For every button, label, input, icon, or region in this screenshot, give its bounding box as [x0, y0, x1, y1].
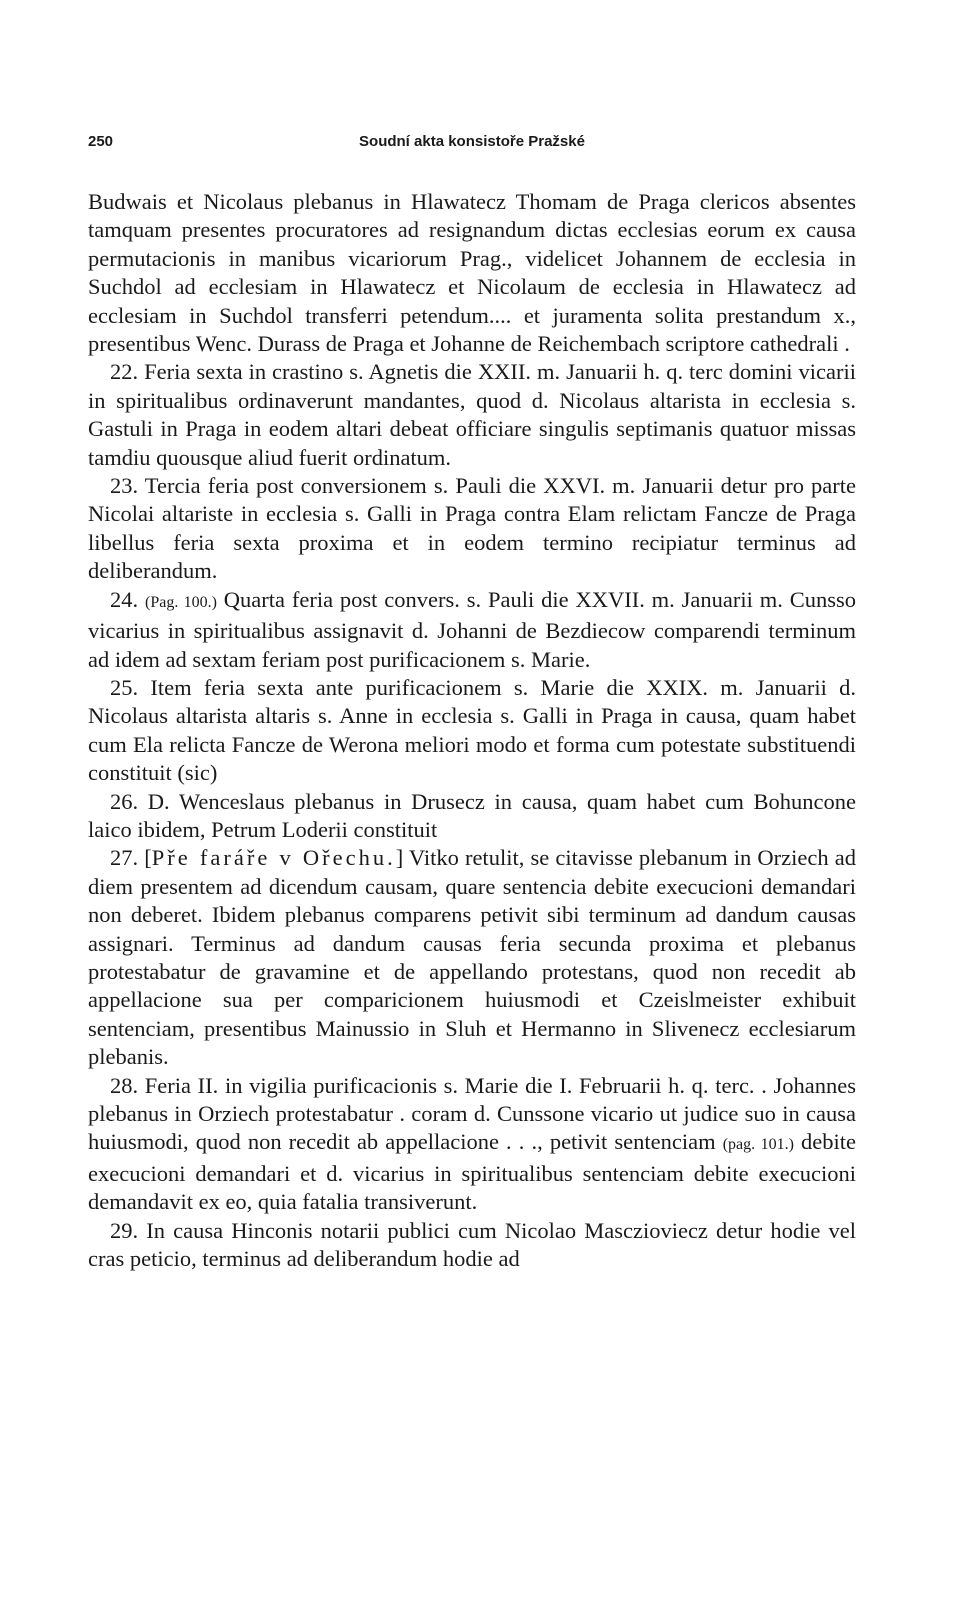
entry-29: 29. In causa Hinconis notarii publici cum Nicolao Masczioviecz detur hodie vel cras peticio, terminus ad deliberandum hodie ad	[88, 1217, 856, 1272]
page-reference: (pag. 101.)	[722, 1136, 794, 1154]
section-heading-spaced: Pře faráře v Ořechu.	[151, 845, 396, 871]
entry-27: 27. [Pře faráře v Ořechu.] Vitko retulit, se citavisse plebanum in Orziech ad diem presentem ad dicendum causam, quare sentencia debite execucioni demandari non deberet. Ibidem plebanus comparens petivit sibi terminum ad dandum causas assignari. Terminus ad dandum causas feria secunda proxima et plebanus protestabatur de gravamine et de appellando protestans, quod non recedit ab appellacione sua per comparicionem huiusmodi et Czeislmeister exhibuit sentenciam, presentibus Mainussio in Sluh et Hermanno in Slivenecz ecclesiarum plebanis.	[88, 845, 857, 1070]
entry-22: 22. Feria sexta in crastino s. Agnetis die XXII. m. Januarii h. q. terc domini vicarii in spiritualibus ordinaverunt mandantes, quod d. Nicolaus altarista in ecclesia s. Gastuli in Praga in eodem altari debeat officiare singulis septimanis quatuor missas tamdiu quousque aliud fuerit ordinatum.	[88, 359, 856, 470]
entry-23: 23. Tercia feria post conversionem s. Pauli die XXVI. m. Januarii detur pro parte Nicolai altariste in ecclesia s. Galli in Praga contra Elam relictam Fancze de Praga libellus feria sexta proxima et in eodem termino recipiatur terminus ad deliberandum.	[88, 473, 856, 584]
entry-25: 25. Item feria sexta ante purificacionem s. Marie die XXIX. m. Januarii d. Nicolaus altarista altaris s. Anne in ecclesia s. Galli in Praga in causa, quam habet cum Ela relicta Fancze de Werona meliori modo et forma cum potestate substituendi constituit (sic)	[88, 674, 856, 786]
entry-28: 28. Feria II. in vigilia purificacionis s. Marie die I. Februarii h. q. terc. . Johannes plebanus in Orziech protestabatur . coram d. Cunssone vicario ut judice suo in causa huiusmodi, quod non recedit ab appellacione . . ., petivit sentenciam (pag. 101.) debite execucioni demandari et d. vicarius in spiritualibus sentenciam debite execucioni demandavit ex eo, quia fatalia transiverunt.	[88, 1072, 857, 1215]
page-reference: (Pag. 100.)	[145, 593, 217, 611]
body-text	[88, 188, 856, 1273]
entry-24: 24. (Pag. 100.) Quarta feria post convers. s. Pauli die XXVII. m. Januarii m. Cunsso vicarius in spiritualibus assignavit d. Johanni de Bezdiecow comparendi terminum ad idem ad sextam feriam post purificacionem s. Marie.	[88, 586, 857, 672]
paragraph-continuation: Budwais et Nicolaus plebanus in Hlawatecz Thomam de Praga clericos absentes tamquam presentes procuratores ad resignandum dictas ecclesias eorum ex causa permutacionis in manibus vicariorum Prag., videlicet Johannem de ecclesia in Suchdol ad ecclesiam in Hlawatecz et Nicolaum de ecclesia in Hlawatecz ad ecclesiam in Suchdol transferri petendum.... et juramenta solita prestandum x., presentibus Wenc. Durass de Praga et Johanne de Reichembach scriptore cathedrali .	[88, 189, 856, 357]
entry-26: 26. D. Wenceslaus plebanus in Drusecz in causa, quam habet cum Bohuncone laico ibidem, Petrum Loderii constituit	[88, 788, 856, 842]
page-header	[88, 133, 856, 157]
running-title: Soudní akta konsistoře Pražské	[359, 133, 585, 150]
page-number: 250	[88, 133, 114, 150]
